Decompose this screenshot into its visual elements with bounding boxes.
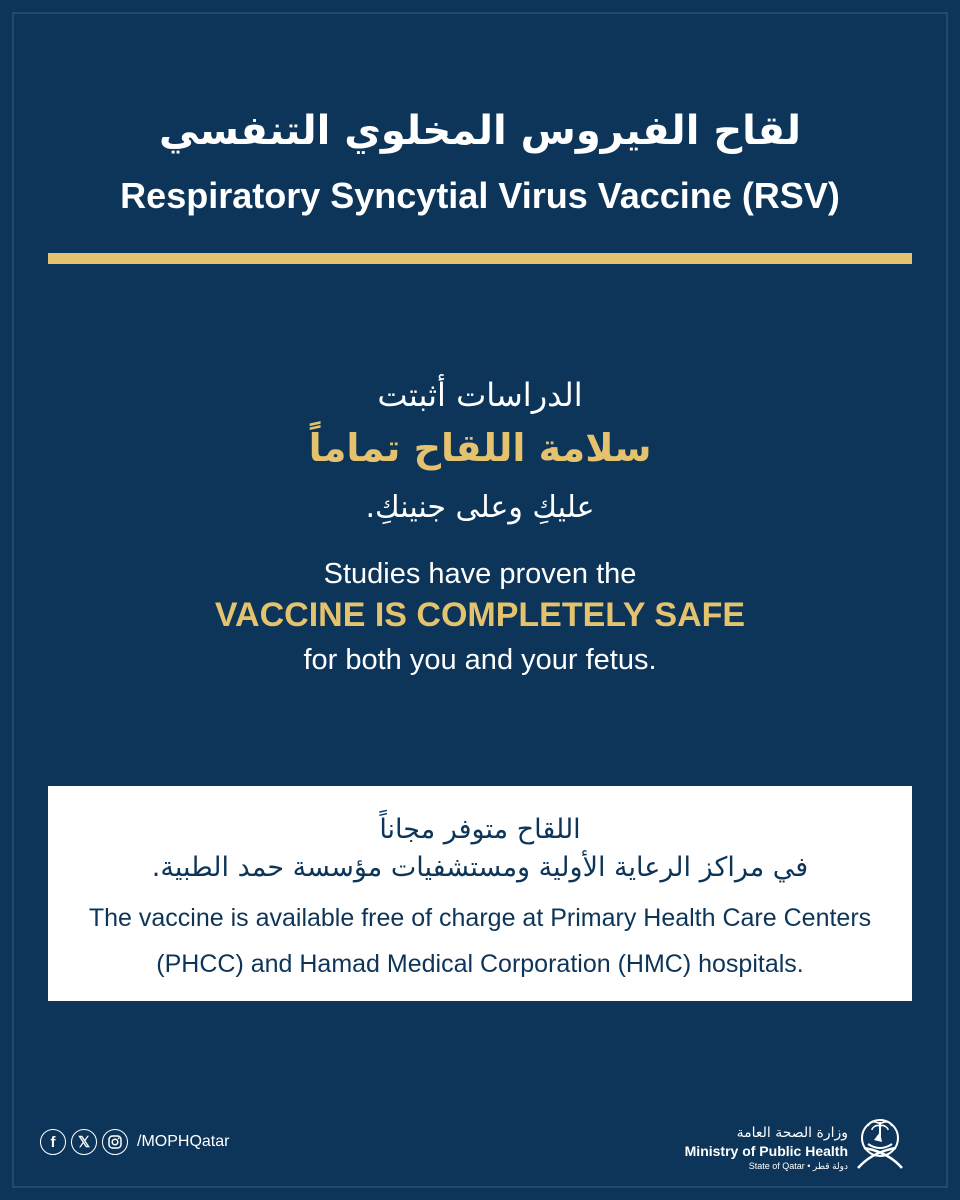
x-icon[interactable]: 𝕏 bbox=[71, 1129, 97, 1155]
state-of-qatar-label: State of Qatar • دولة قطر bbox=[748, 1161, 848, 1171]
availability-ar-line1: اللقاح متوفر مجاناً bbox=[379, 814, 581, 845]
qatar-emblem-icon bbox=[852, 1108, 908, 1174]
availability-ar-line2: في مراكز الرعاية الأولية ومستشفيات مؤسسة حمد الطبية. bbox=[151, 852, 809, 883]
message-ar-highlight: سلامة اللقاح تماماً bbox=[308, 426, 652, 470]
ministry-name-arabic: وزارة الصحة العامة bbox=[736, 1125, 848, 1141]
social-links bbox=[40, 1127, 229, 1157]
message-en-line3: for both you and your fetus. bbox=[303, 644, 657, 676]
message-ar-line3: عليكِ وعلى جنينكِ. bbox=[365, 490, 595, 525]
title-arabic: لقاح الفيروس المخلوي التنفسي bbox=[158, 108, 801, 154]
facebook-icon[interactable]: f bbox=[40, 1129, 66, 1155]
availability-box bbox=[48, 786, 912, 1001]
availability-en-line1: The vaccine is available free of charge at Primary Health Care Centers bbox=[88, 904, 872, 932]
instagram-icon[interactable] bbox=[102, 1129, 128, 1155]
message-en-line1: Studies have proven the bbox=[323, 558, 637, 590]
title-english: Respiratory Syncytial Virus Vaccine (RSV) bbox=[120, 175, 840, 216]
social-handle[interactable]: /MOPHQatar bbox=[137, 1133, 230, 1150]
availability-en-line2: (PHCC) and Hamad Medical Corporation (HMC) hospitals. bbox=[156, 950, 804, 978]
gold-divider bbox=[48, 253, 912, 264]
message-ar-line1: الدراسات أثبتت bbox=[377, 376, 583, 414]
message-en-highlight: VACCINE IS COMPLETELY SAFE bbox=[214, 596, 746, 634]
ministry-logo-text bbox=[608, 1124, 848, 1173]
ministry-name-english: Ministry of Public Health bbox=[684, 1143, 848, 1159]
